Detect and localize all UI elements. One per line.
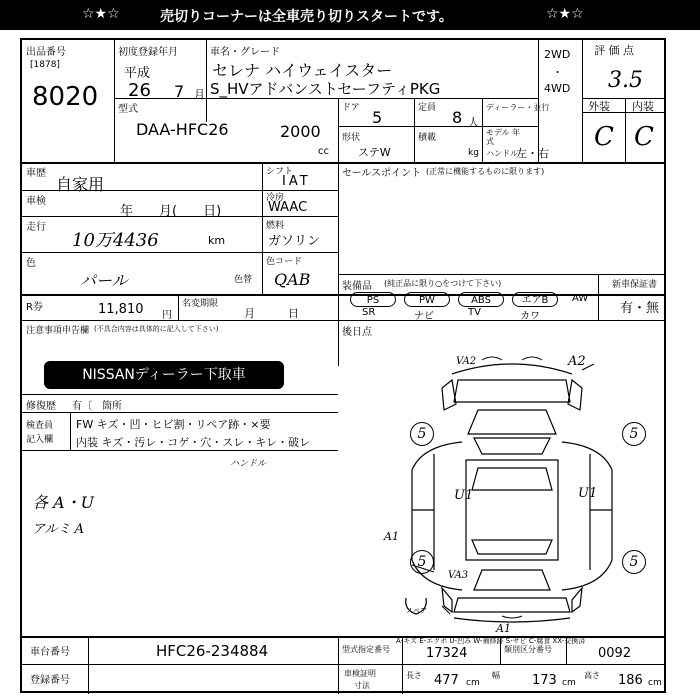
drive-dot: ・ (552, 66, 563, 79)
mark-a2: A2 (568, 354, 586, 369)
length-value: 477 (434, 673, 459, 688)
height-value: 186 (618, 673, 643, 688)
mark-a1-side: A1 (384, 530, 399, 543)
inspector-row2: 内装 キズ・汚レ・コゲ・穴・スレ・キレ・破レ (76, 436, 311, 449)
handle-value: 左・右 (516, 147, 549, 160)
registration-month: 7 (174, 82, 185, 101)
handwritten-line1: 各 A・U (32, 493, 95, 512)
name-change-label: 名変期限 (182, 299, 219, 309)
equip-ps: PS (350, 292, 396, 307)
length-label: 長さ (406, 671, 422, 680)
interior-value: C (634, 122, 654, 152)
shape-label: 形状 (342, 133, 361, 143)
ac-value: WAAC (268, 200, 308, 215)
category-value: 0092 (598, 646, 632, 661)
color-code: QAB (274, 270, 311, 289)
recycle-label: R券 (26, 302, 43, 313)
color-value: パール (80, 271, 128, 290)
mark-a1-bottom: A1 (496, 622, 511, 635)
category-label: 類別区分番号 (504, 645, 552, 654)
car-name: セレナ ハイウェイスター (212, 61, 393, 80)
chassis-label: 車台番号 (30, 647, 70, 658)
notes-label: 注意事項申告欄 (26, 326, 90, 336)
repair-text: 有〔 箇所 (72, 401, 122, 412)
width-value: 173 (532, 673, 557, 688)
load-label: 積載 (418, 133, 437, 143)
mark-va2: VA2 (456, 356, 477, 367)
shift-label: シフト (266, 167, 294, 177)
mark-spare: スペア (406, 607, 427, 615)
dimensions-label-2: 寸法 (354, 681, 370, 690)
doors-label: ドア (342, 103, 360, 113)
inspector-hand-note: ハンドル (230, 459, 267, 469)
model-year-label: モデル 年式 (486, 128, 521, 146)
sales-point-note: (正常に機能するものに限ります) (426, 167, 545, 176)
car-label: 車名・グレード (210, 47, 280, 58)
interior-label: 内装 (632, 100, 654, 113)
width-label: 幅 (492, 671, 500, 680)
registration-label: 初度登録年月 (118, 47, 178, 58)
mileage-label: 走行 (26, 222, 46, 233)
displacement-value: 2000 (280, 122, 321, 141)
equip-aw: AW (572, 293, 589, 304)
color-code-label: 色コード (266, 257, 303, 267)
capacity-unit: 人 (468, 116, 479, 129)
rating-value: 3.5 (608, 68, 643, 93)
shape-value: ステW (358, 146, 391, 159)
equip-abs: ABS (458, 292, 504, 307)
rating-label: 評 価 点 (594, 44, 634, 57)
equip-leather: カワ (520, 311, 540, 322)
type-designation-label: 型式指定番号 (342, 645, 390, 654)
inspector-row1: FW キズ・凹・ヒビ割・リペア跡・×要 (76, 418, 271, 431)
nissan-dealer-badge: NISSANディーラー下取車 (44, 361, 284, 389)
dimensions-label-1: 車検証明 (344, 669, 376, 678)
warranty-value: 有・無 (620, 301, 660, 316)
registration-era: 平成 (124, 66, 151, 81)
type-designation-value: 17324 (426, 646, 468, 661)
usage-value: 自家用 (56, 175, 105, 194)
equip-sr: SR (362, 307, 376, 318)
height-label: 高さ (584, 671, 600, 680)
height-unit: cm (648, 678, 662, 688)
mark-five-rear-left: 5 (410, 550, 434, 574)
car-grade: S_HVアドバンストセーフティPKG (210, 80, 441, 98)
dealer-label: ディーラー・並行 (486, 103, 550, 112)
fuel-value: ガソリン (268, 234, 321, 249)
length-unit: cm (466, 678, 480, 688)
plate-label: 登録番号 (30, 675, 70, 686)
inspection-label: 車検 (26, 196, 46, 207)
inspector-label-2: 記入欄 (26, 435, 54, 445)
registration-month-unit: 月 (194, 88, 205, 101)
equip-navi: ナビ (414, 311, 434, 322)
notes-sub: (不具合内容は具体的に記入して下さい) (94, 325, 219, 333)
mark-va3: VA3 (448, 570, 469, 581)
car-damage-diagram (382, 350, 642, 630)
inspection-text: 年 月( 日) (120, 204, 222, 219)
banner-stars-left: ☆★☆ (82, 6, 120, 22)
top-banner (0, 0, 700, 30)
handwritten-line2: アルミ A (32, 522, 85, 537)
chassis-value: HFC26-234884 (156, 642, 269, 660)
width-unit: cm (562, 678, 576, 688)
exterior-label: 外装 (588, 100, 610, 113)
mark-five-rear-right: 5 (622, 550, 646, 574)
drive-2wd: 2WD (544, 48, 571, 61)
displacement-unit: cc (318, 146, 329, 157)
fuel-label: 燃料 (266, 221, 285, 231)
usage-label: 車歴 (26, 168, 46, 179)
name-change-text: 月 日 (244, 307, 299, 320)
equip-pw: PW (404, 292, 450, 307)
sales-point-label: セールスポイント (342, 168, 422, 179)
recycle-value: 11,810 (98, 302, 144, 317)
mileage-unit: km (208, 234, 226, 247)
capacity-label: 定員 (418, 103, 437, 113)
lot-number: 8020 (32, 82, 99, 112)
damage-legend: A-キズ E-エクボ U-凹み W-補修跡 S-サビ C-腐食 XX-交換済 (396, 637, 586, 645)
mark-u1-right: U1 (578, 486, 598, 501)
lot-sub: [1878] (30, 60, 60, 70)
model-label: 型式 (118, 104, 138, 115)
shift-value: IAT (282, 174, 311, 189)
drive-4wd: 4WD (544, 82, 571, 95)
doors-value: 5 (372, 108, 383, 127)
later-label: 後日点 (342, 327, 372, 338)
lot-label: 出品番号 (26, 47, 66, 58)
equip-airbag: エアB (512, 292, 558, 307)
equipment-label: 装備品 (342, 281, 372, 292)
load-unit: kg (468, 148, 479, 158)
mark-five-front-right: 5 (622, 422, 646, 446)
color-no-label: 色替 (234, 275, 253, 285)
model-value: DAA-HFC26 (136, 120, 229, 139)
equip-tv: TV (468, 307, 481, 318)
exterior-value: C (594, 122, 614, 152)
color-label: 色 (26, 258, 36, 269)
handle-label: ハンドル (486, 149, 518, 158)
new-warranty-label: 新車保証書 (612, 280, 658, 290)
recycle-unit: 円 (162, 310, 172, 321)
banner-stars-right: ☆★☆ (546, 6, 584, 22)
capacity-value: 8 (452, 108, 463, 127)
auction-sheet (20, 38, 666, 693)
equipment-note: (純正品に限り○をつけて下さい) (384, 279, 502, 288)
mark-u1-left: U1 (454, 488, 474, 503)
mileage-value: 10万4436 (72, 230, 159, 251)
repair-label: 修復歴 (26, 401, 56, 412)
inspector-label-1: 検査員 (26, 421, 54, 431)
ac-label: 冷房 (266, 193, 285, 203)
registration-year: 26 (128, 80, 151, 101)
banner-text: 売切りコーナーは全車売り切りスタートです。 (160, 9, 453, 25)
mark-five-front-left: 5 (410, 422, 434, 446)
